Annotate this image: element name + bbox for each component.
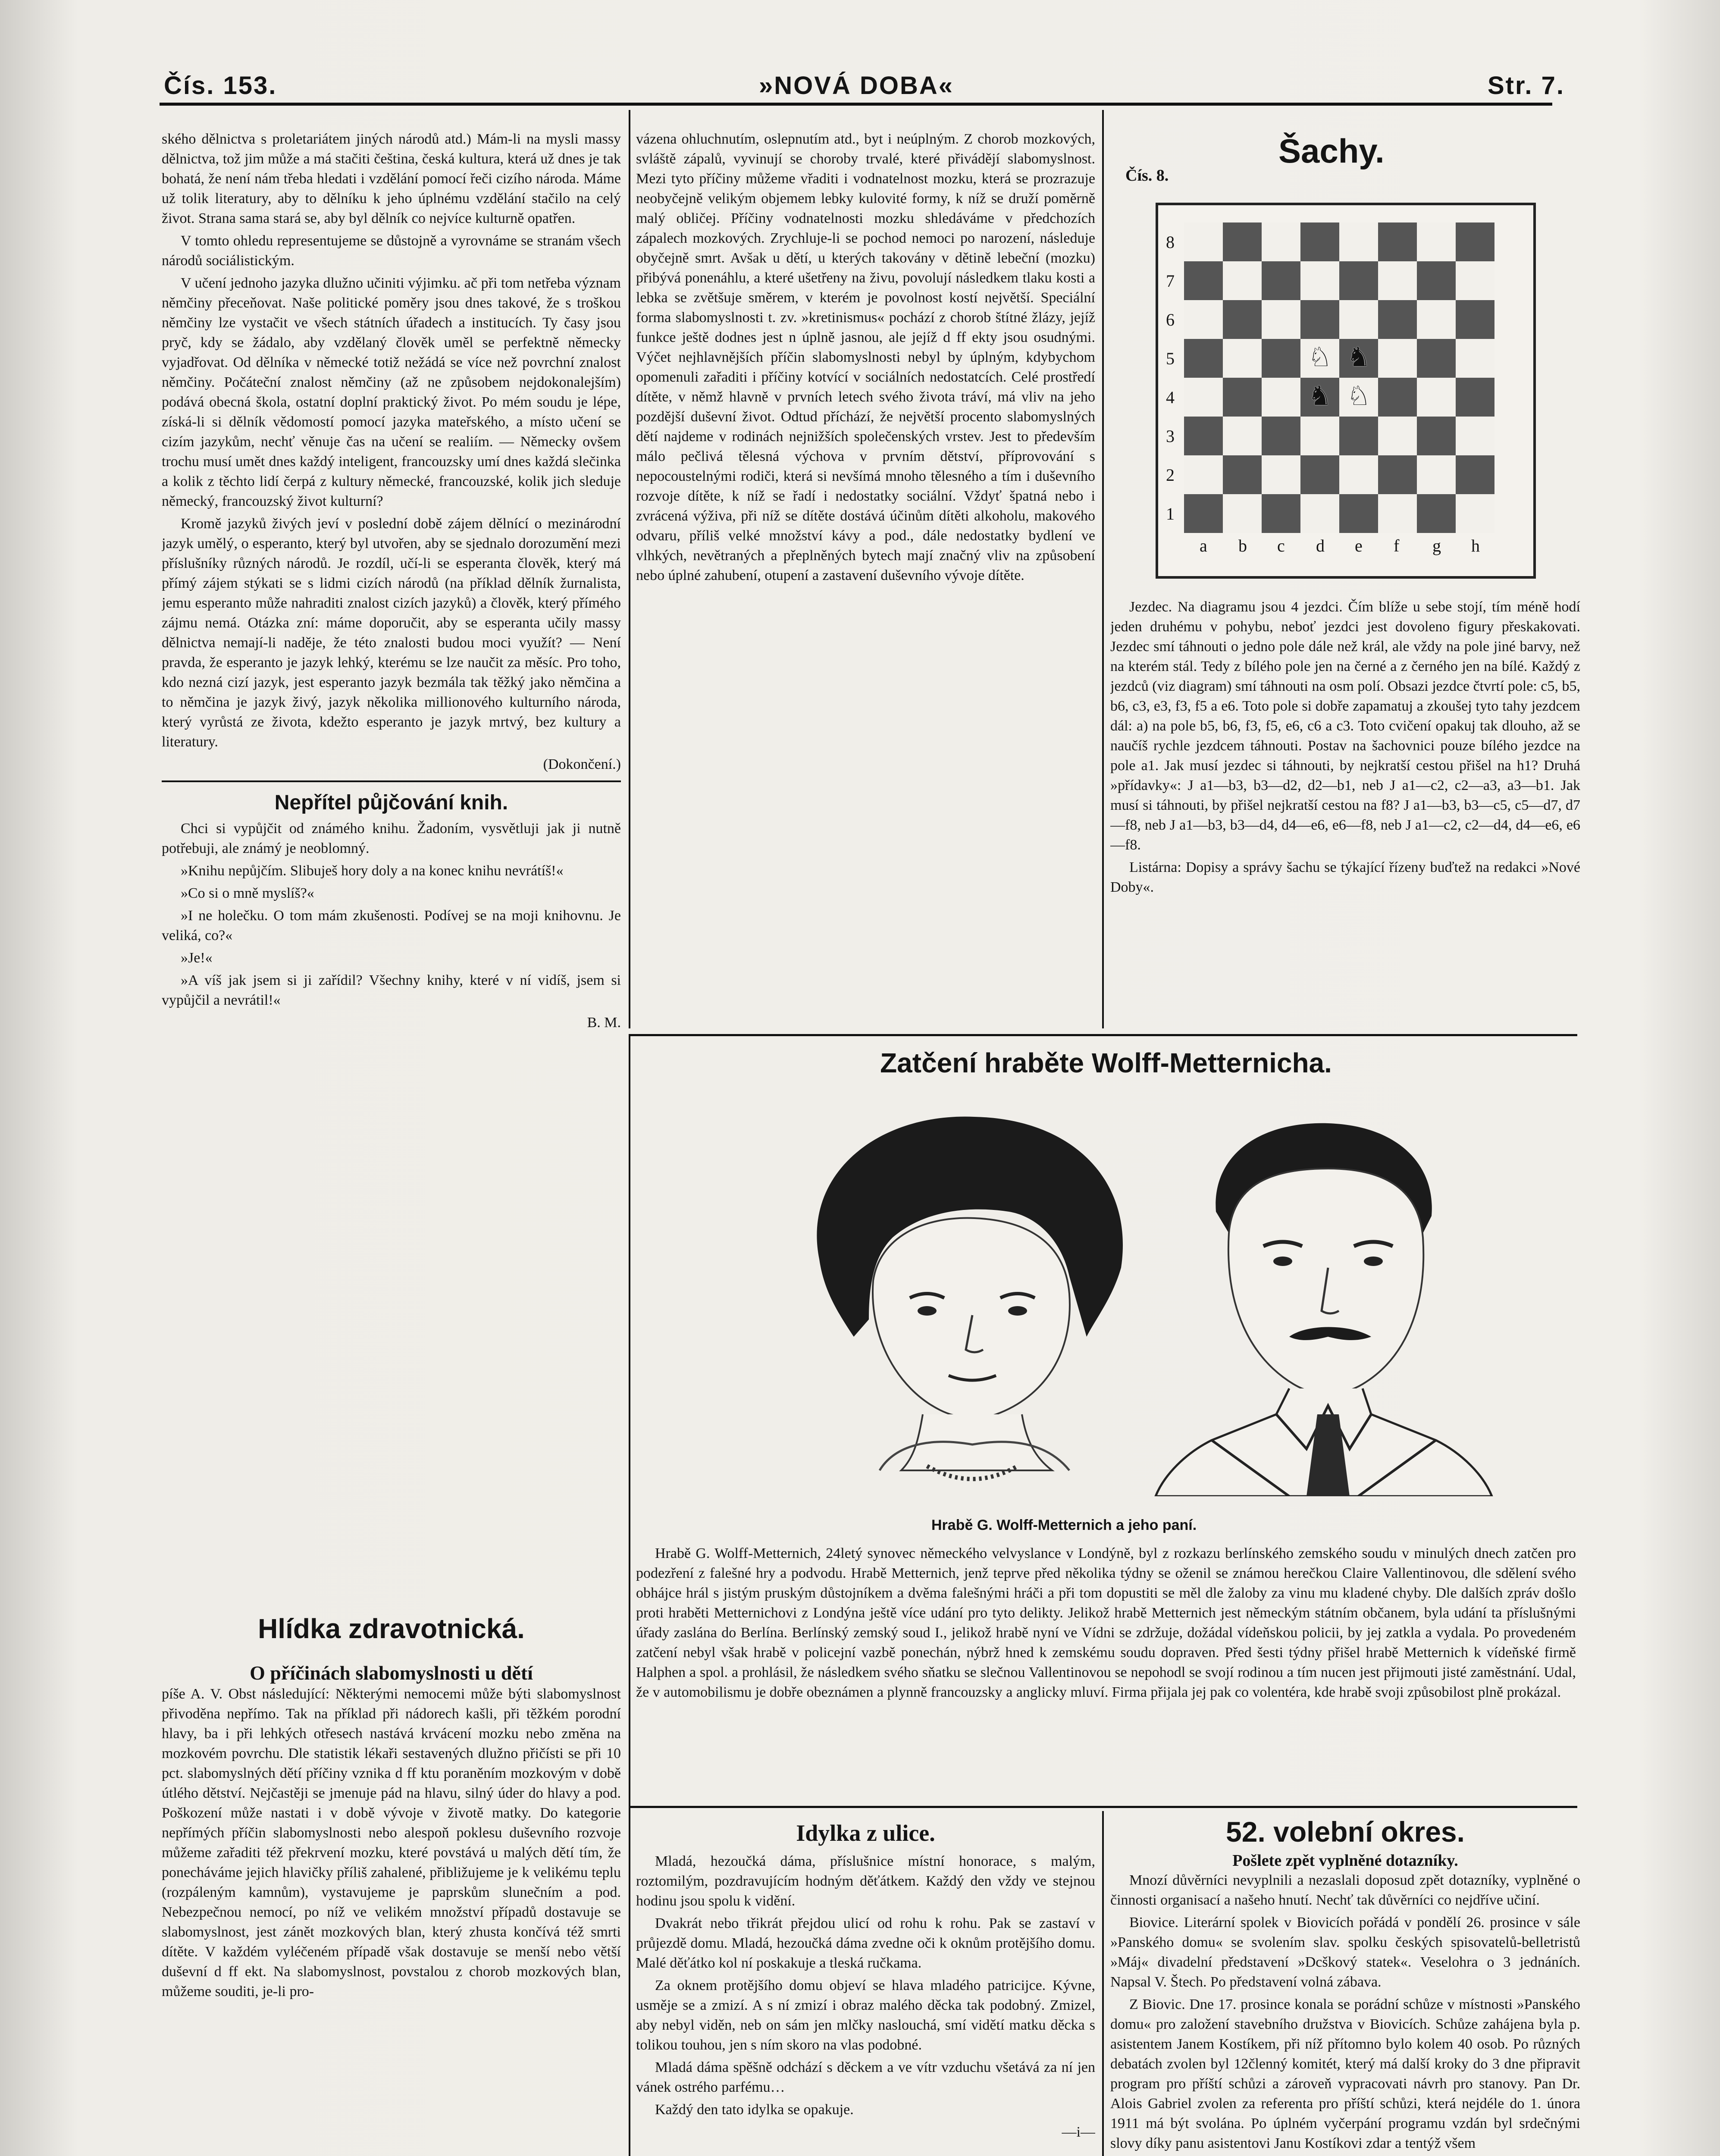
diagram-number: Čís. 8.	[1125, 166, 1169, 185]
board-square	[1456, 222, 1494, 261]
column-divider	[1102, 1811, 1104, 2156]
board-square	[1456, 339, 1494, 378]
board-square	[1223, 300, 1262, 339]
paragraph: Listárna: Dopisy a správy šachu se týkající řízeny buďtež na redakci »Nové Doby«.	[1110, 859, 1580, 895]
paragraph: Mnozí důvěrníci nevyplnili a nezaslali doposud zpět dotazníky, vyplněné o činnosti organisací a našeho hnutí. Nechť tak důvěrníci co nejdříve učiní.	[1110, 1872, 1580, 1908]
signature: B. M.	[587, 1015, 621, 1031]
board-square	[1417, 455, 1456, 494]
board-square	[1223, 339, 1262, 378]
file-label: c	[1277, 536, 1285, 555]
section-rule	[629, 1034, 1577, 1036]
feature-heading: Zatčení hraběte Wolff-Metternicha.	[880, 1047, 1332, 1078]
board-square	[1262, 222, 1300, 261]
rank-label: 7	[1166, 271, 1175, 291]
paragraph: Biovice. Literární spolek v Biovicích pořádá v pondělí 26. prosince v sále »Panského domu« se svolením slav. spolku českých spisovatelů-belletristů »Máj« divadelní představení »Dcškový statek«. Veselohra o 3 jednáních. Napsal V. Štech. Po představení volná zábava.	[1110, 1915, 1580, 1990]
board-square	[1300, 222, 1339, 261]
board-square	[1300, 455, 1339, 494]
board-square	[1184, 417, 1223, 455]
knight-piece: ♞	[1347, 343, 1371, 372]
paragraph: Z Biovic. Dne 17. prosince konala se porádní schůze v místnosti »Panského domu« pro založení stavebního družstva v Biovicích. Schůze zahájena byla p. asistentem Janem Kostíkem, při níž přítomno bylo kolem 40 osob. Po různých debatách zvolen byl 12členný komitét, který má další kroky do 3 dne připravit program pro příští schůzi a zároveň vypracovati návrh pro stanovy. Pan Dr. Alois Gabriel zvolen za referenta pro příští schůzi, která nejdéle do 1. února 1911 má být svolána. Po úplném vyčerpání programu vzdán byl srdečnými slovy díky panu asistentovi Janu Kostíkovi zdar a tentýž všem	[1110, 1996, 1580, 2151]
board-square	[1456, 455, 1494, 494]
file-label: d	[1316, 536, 1325, 555]
board-square	[1262, 339, 1300, 378]
article-health-continued	[636, 129, 1095, 1026]
board-square	[1223, 261, 1262, 300]
file-label: g	[1432, 536, 1441, 555]
board-square	[1300, 417, 1339, 455]
board-square	[1223, 494, 1262, 533]
file-label: b	[1238, 536, 1247, 555]
masthead-title: »NOVÁ DOBA«	[759, 72, 954, 100]
board-square	[1184, 455, 1223, 494]
board-square	[1456, 261, 1494, 300]
board-square	[1378, 378, 1417, 417]
paragraph: Za oknem protějšího domu objeví se hlava mladého patricijce. Kývne, usměje se a zmizí. A s ní zmizí i obraz malého děcka tak podobný. Zmizel, aby nebyl viděn, neb on sám jen mlčky naslouchá, smí vidětí matku děcka s tolikou touhou, jen s ním skoro na vlas podobné.	[636, 1977, 1095, 2053]
board-square	[1184, 494, 1223, 533]
paragraph: Dvakrát nebo třikrát přejdou ulicí od rohu k rohu. Pak se zastaví v průjezdě domu. Mladá, hezoučká dáma zvedne oči k oknům protějšího domu. Malé děťátko kol ní poskakuje a tleská ručkama.	[636, 1915, 1095, 1971]
board-square	[1456, 417, 1494, 455]
chess-heading: Šachy.	[1278, 132, 1385, 170]
board-square	[1417, 261, 1456, 300]
board-square	[1339, 222, 1378, 261]
paragraph: »I ne holečku. O tom mám zkušenosti. Podívej se na moji knihovnu. Je veliká, co?«	[162, 908, 621, 943]
knight-piece: ♞	[1308, 382, 1332, 411]
file-label: a	[1200, 536, 1207, 555]
board-square	[1417, 378, 1456, 417]
board-square	[1339, 300, 1378, 339]
board-square	[1456, 300, 1494, 339]
board-square	[1184, 261, 1223, 300]
paragraph: Chci si vypůjčit od známého knihu. Žadoním, vysvětluji jak ji nutně potřebuji, ale známý je neoblomný.	[162, 821, 621, 856]
column-divider	[1102, 110, 1104, 1028]
rank-label: 4	[1166, 388, 1175, 407]
board-square	[1300, 300, 1339, 339]
rank-label: 1	[1166, 504, 1175, 523]
board-square	[1378, 494, 1417, 533]
paragraph: »Je!«	[181, 950, 213, 966]
board-square	[1417, 417, 1456, 455]
books-heading: Nepřítel půjčování knih.	[274, 791, 508, 814]
paragraph: V učení jednoho jazyka dlužno učiniti výjimku. ač při tom netřeba význam němčiny přeceňovat. Naše politické poměry jsou dnes takové, že s troškou němčiny lze vystačit ve všech státních úřadech a institucích. Ty časy jsou pryč, kdy se žádalo, aby vzdělaný člověk uměl se perfektně německy vyjadřovat. Od dělníka v německé totiž nežádá se více než povrchní znalost němčiny. Počáteční znalost němčiny (až ne způsobem nejdokonalejším) podává obecná škola, ostatní doplní praktický život. Po mém soudu je lépe, získá-li si dělník vědomostí pomocí jazyka mateřského, a místo učení se cizím jazykům, nechť věnuje čas na učení se realiím. — Německy ovšem trochu musí umět dnes každý inteligent, francouzsky umí dnes každá slečinka a kolik z těchto lidí čerpá z kultury německé, francouzské, kolik jich sleduje německý, francouzský život kulturní?	[162, 275, 621, 509]
header-rule	[160, 103, 1552, 106]
board-square	[1262, 455, 1300, 494]
board-square	[1417, 494, 1456, 533]
portrait-caption: Hrabě G. Wolff-Metternich a jeho paní.	[931, 1517, 1197, 1533]
board-square	[1456, 494, 1494, 533]
board-square	[1262, 300, 1300, 339]
board-square	[1223, 417, 1262, 455]
idyl-section	[636, 1820, 1095, 2156]
paragraph: »Co si o mně myslíš?«	[181, 885, 314, 901]
paragraph: Mladá, hezoučká dáma, příslušnice místní honorace, s malým, roztomilým, pozdravujícím hodným děťátkem. Každý den vždy ve stejnou hodinu jsou spolu k vidění.	[636, 1853, 1095, 1909]
board-square	[1339, 261, 1378, 300]
column-divider	[629, 110, 630, 1028]
file-label: h	[1471, 536, 1480, 555]
paragraph: Mladá dáma spěšně odchází s děckem a ve vítr vzduchu všetává za ní jen vánek ostrého parfému…	[636, 2059, 1095, 2095]
board-square	[1300, 494, 1339, 533]
board-square	[1378, 261, 1417, 300]
election-subheading: Pošlete zpět vyplněné dotazníky.	[1232, 1852, 1458, 1870]
knight-piece: ♘	[1308, 343, 1332, 372]
board-square	[1417, 222, 1456, 261]
issue-number: Čís. 153.	[164, 72, 277, 100]
board-square	[1262, 261, 1300, 300]
election-heading: 52. volební okres.	[1226, 1816, 1465, 1848]
rank-label: 2	[1166, 465, 1175, 485]
board-square	[1378, 455, 1417, 494]
paragraph: Každý den tato idylka se opakuje.	[655, 2102, 854, 2118]
board-square	[1262, 494, 1300, 533]
paragraph: Hrabě G. Wolff-Metternich, 24letý synovec německého velvyslance v Londýně, byl z rozkazu berlínského zemského soudu v minulých dnech zatčen pro podezření z falešné hry a podvodu. Hrabě Metternich, jenž teprve před několika týdny se oženil se známou herečkou Claire Vallentinovou, dle sdělení svého obhájce hrál s jistým pruským důstojníkem a dvěma falešnými hráči a při tom dopustiti se měl dle žaloby za vinu mu kladené chyby. Dle dalších zpráv došlo proti hraběti Metternichovi z Londýna ještě více udání pro tyto delikty. Jelikož hrabě Metternich jest německým státním občanem, byla udání ta příslušnými úřady zaslána do Berlína. Berlínský zemský soud I., jelikož hrabě nyní ve Vídni se zdržuje, dožádal vídeňskou policii, by jej zatkla a vydala. Po provedeném zatčení nebyl však hrabě v policejní vazbě ponechán, nýbrž hned k zemskému soudu dopraven. Před šesti týdny přišel hrabě Metternich k vídeňské firmě Halphen a spol. a prohlásil, že následkem svého sňatku se slečnou Vallentinovou se nepohodl se svojí rodinou a tím nucen jest přijmouti jisté zaměstnání. Udal, že v automobilismu je dobře obeznámen a plynně francouzsky a anglicky mluví. Firma přijala jej pak co volentéra, kde hrabě svoji způsobilost plně prokázal.	[636, 1545, 1576, 1700]
feature-article	[636, 1544, 1576, 1802]
board-square	[1300, 261, 1339, 300]
woman-portrait	[793, 1095, 1147, 1496]
chess-diagram	[1156, 203, 1536, 579]
article-end-note: (Dokončení.)	[543, 756, 621, 772]
paragraph: Jezdec. Na diagramu jsou 4 jezdci. Čím blíže u sebe stojí, tím méně hodí jeden druhému v pohybu, neboť jezdci jest dovoleno figury přeskakovati. Jezdec smí táhnouti o jedno pole dále než král, ale vždy na pole jiné barvy, než na kterém stál. Tedy z bílého pole jen na černé a z černého jen na bílé. Každý z jezdců (viz diagram) smí táhnouti na osm polí. Obsazi jezdce čtvrtí pole: c5, b5, b6, c3, e3, f3, f5 a e6. Toto pole si dobře zapamatuj a zkoušej tyto tahy jezdcem dál: a) na pole b5, b6, f3, f5, e6, c6 a c3. Toto cvičení opakuj tak dlouho, až se naučíš rychle jezdcem táhnouti. Postav na šachovnici pouze bílého jezdce na pole a1. Jak musí jezdec si táhnouti, by nejkratší cestou přišel na h1? Druhá »přídavky«: J a1—b3, b3—d2, d2—b1, neb J a1—c2, c2—a3, a3—b1. Jak musí si táhnouti, by přišel nejkratší cestou na f8? J a1—b3, b3—c5, c5—d7, d7—f8, neb J a1—b3, b3—d4, d4—e6, e6—f8, neb J a1—c2, c2—d4, d4—e6, e6—f8.	[1110, 599, 1580, 853]
rank-label: 8	[1166, 232, 1175, 252]
file-label: f	[1394, 536, 1400, 555]
board-square	[1339, 417, 1378, 455]
board-square	[1184, 339, 1223, 378]
health-subheading: O příčinách slabomyslnosti u dětí	[250, 1662, 533, 1684]
rank-label: 5	[1166, 349, 1175, 368]
man-portrait	[1147, 1104, 1501, 1496]
board-square	[1456, 378, 1494, 417]
board-square	[1339, 494, 1378, 533]
board-square	[1417, 339, 1456, 378]
board-square	[1417, 300, 1456, 339]
paragraph: »Knihu nepůjčím. Slibuješ hory doly a na konec knihu nevrátíš!«	[181, 863, 564, 879]
idyl-heading: Idylka z ulice.	[796, 1820, 935, 1846]
board-square	[1184, 300, 1223, 339]
board-square	[1184, 378, 1223, 417]
rank-label: 6	[1166, 310, 1175, 329]
chess-column	[1110, 597, 1580, 998]
board-square	[1378, 417, 1417, 455]
knight-piece: ♘	[1347, 382, 1371, 411]
board-square	[1339, 455, 1378, 494]
board-square	[1378, 300, 1417, 339]
board-square	[1223, 455, 1262, 494]
chessboard	[1184, 222, 1494, 533]
paragraph: ského dělnictva s proletariátem jiných národů atd.) Mám-li na mysli massy dělnictva, tož jim může a má stačiti čeština, česká kultura, která už dnes je tak bohatá, že není nám třeba hledati i vzdělání pomocí řeči cizího národa. Máme už tolik literatury, aby to dělníku k jeho úplnému vzdělání stačilo na celý život. Strana sama stará se, aby byl dělník co nejvíce kulturně opatřen.	[162, 131, 621, 226]
board-square	[1223, 222, 1262, 261]
file-label: e	[1355, 536, 1363, 555]
board-square	[1184, 222, 1223, 261]
signature: —i—	[1062, 2124, 1095, 2140]
health-heading: Hlídka zdravotnická.	[258, 1613, 525, 1644]
board-square	[1262, 378, 1300, 417]
board-square	[1223, 378, 1262, 417]
paragraph: V tomto ohledu representujeme se důstojně a vyrovnáme se stranám všech národů sociálistickým.	[162, 233, 621, 269]
paragraph: píše A. V. Obst následující: Některými nemocemi může býti slabomyslnost přivoděna nepřímo. Tak na příklad při nádorech kašli, při těžkém porodní hlavy, ba i při lehkých otřesech nastává krvácení mozku nebo změna na mozkovém povrchu. Dle statistik lékaři sestavených dlužno přičísti se při 10 pct. slabomyslných dětí příčiny vznika d ff ktu poraněním mozkovým v době útlého dětství. Nejčastěji se jmenuje pád na hlavu, silný úder do hlavy a pod. Poškození může nastati i v době vývoje v životě matky. Do kategorie nepřímých příčin slabomyslnosti nebo alespoň poklesu duševního rozvoje můžeme zařaditi též překrvení mozku, které povstává u malých dětí tím, že ponecháváme jejich hlavičky příliš zahalené, přibližujeme je k velikému teplu (rozpáleným kamnům), vystavujeme je paprskům slunečním a pod. Nebezpečnou nemocí, po níž ve velikém množství případů dostavuje se slabomyslnost, jest zánět mozkových blan, který zhusta končívá též smrti dítěte. V každém vyléčeném případě však dostavuje se menší nebo větší duševní d ff ekt. Na slabomyslnost, povstalou z chorob mozkových blan, můžeme souditi, je-li pro-	[162, 1686, 621, 1999]
paragraph: »A víš jak jsem si ji zařídil? Všechny knihy, které v ní vidíš, jsem si vypůjčil a nevrátil!«	[162, 972, 621, 1008]
health-section	[162, 1613, 621, 2156]
board-square	[1262, 417, 1300, 455]
column-divider	[629, 1034, 630, 2156]
divider	[162, 780, 621, 782]
section-rule	[629, 1806, 1577, 1808]
election-district-section	[1110, 1815, 1580, 2156]
board-square	[1378, 222, 1417, 261]
page-number: Str. 7.	[1488, 72, 1565, 100]
rank-label: 3	[1166, 426, 1175, 446]
paragraph: Kromě jazyků živých jeví v poslední době zájem dělnící o mezinárodní jazyk umělý, o esperanto, který byl utvořen, aby se sjednalo dorozumění mezi příslušníky různých národů. Je rozdíl, učí-li se esperanta člověk, který má přímý zájem stýkati se s lidmi cizích národů (na příklad dělník žurnalista, jemu esperanto může nahraditi znalost cizích jazyků) a člověk, který přímého zájmu nemá. Otázka zní: máme doporučit, aby se esperanta učily massy dělnictva nemají-li naděje, že této znalosti budou moci využít? — Není pravda, že esperanto je jazyk lehký, kterému se lze naučit za měsíc. Pro toho, kdo nezná cizí jazyk, jest esperanto jazyk bezmála tak těžký jako němčina a to němčina je jazyk živý, jazyk několika millionového kulturního národa, který vyrůstá ze života, kdežto esperanto je jazyk mrtvý, bez kultury a literatury.	[162, 516, 621, 750]
paragraph: vázena ohluchnutím, oslepnutím atd., byt i neúplným. Z chorob mozkových, svláště zápalů, vyvinují se choroby trvalé, které přivádějí slabomyslnost. Mezi tyto příčiny můžeme vřaditi i vodnatelnost mozku, která se prozrazuje neobyčejně velikým objemem lebky kulovité formy, k níž se druží poměrně malý obličej. Příčiny vodnatelnosti mozku shledáváme v předchozích zápalech mozkových. Zrychluje-li se pochod nemoci po narození, následuje obyčejně smrt. Avšak u dětí, u kterých takovány v dětině lebeční (mozku) přibývá ponenáhlu, a které ušetřeny na živu, povolují následkem tlaku kosti a lebka se zvětšuje směrem, v kterém je povolnost kostí největší. Speciální forma slabomyslnosti t. zv. »kretinismus« pochází z chorob štítné žlázy, jejíž funkce ještě dodnes jest n úplně jasnou, ale jejíž d ff ekty jsou osudnými. Výčet nejhlavnějších příčin slabomyslnosti nebyl by úplným, kdybychom opomenuli zařaditi i příčiny kotvící v sociálních nedostatcích. Celé prostředí dítěte, v němž hlavně v prvních letech svého života tráví, má vliv na jeho pozdější duševní život. Odtud příchází, že největší procento slabomyslných dětí najdeme v rodinách nejnižších společenských vrstev. Jest to především málo pečlivá tělesná výchova v prvním dětství, příprovování s nepocoustelnými rodiči, která si nevšímá mnoho tělesného a tím i duševního rozvoje dítěte, k níž se řadí i nedostatky sociální. Vždyť špatná nebo i zvrácená výživa, při níž se dítěte dostává účinům dítěti alkoholu, makového odvaru, příliš velké množství kávy a pod., dále nedostatky bydlení ve vlhkých, nevětraných a přeplněných bytech mají značný vliv na způsobení nebo úplné zahubení, otupení a zastavení duševního vývoje dítěte.	[636, 131, 1095, 583]
board-square	[1378, 339, 1417, 378]
article-language-continued	[162, 129, 621, 1324]
